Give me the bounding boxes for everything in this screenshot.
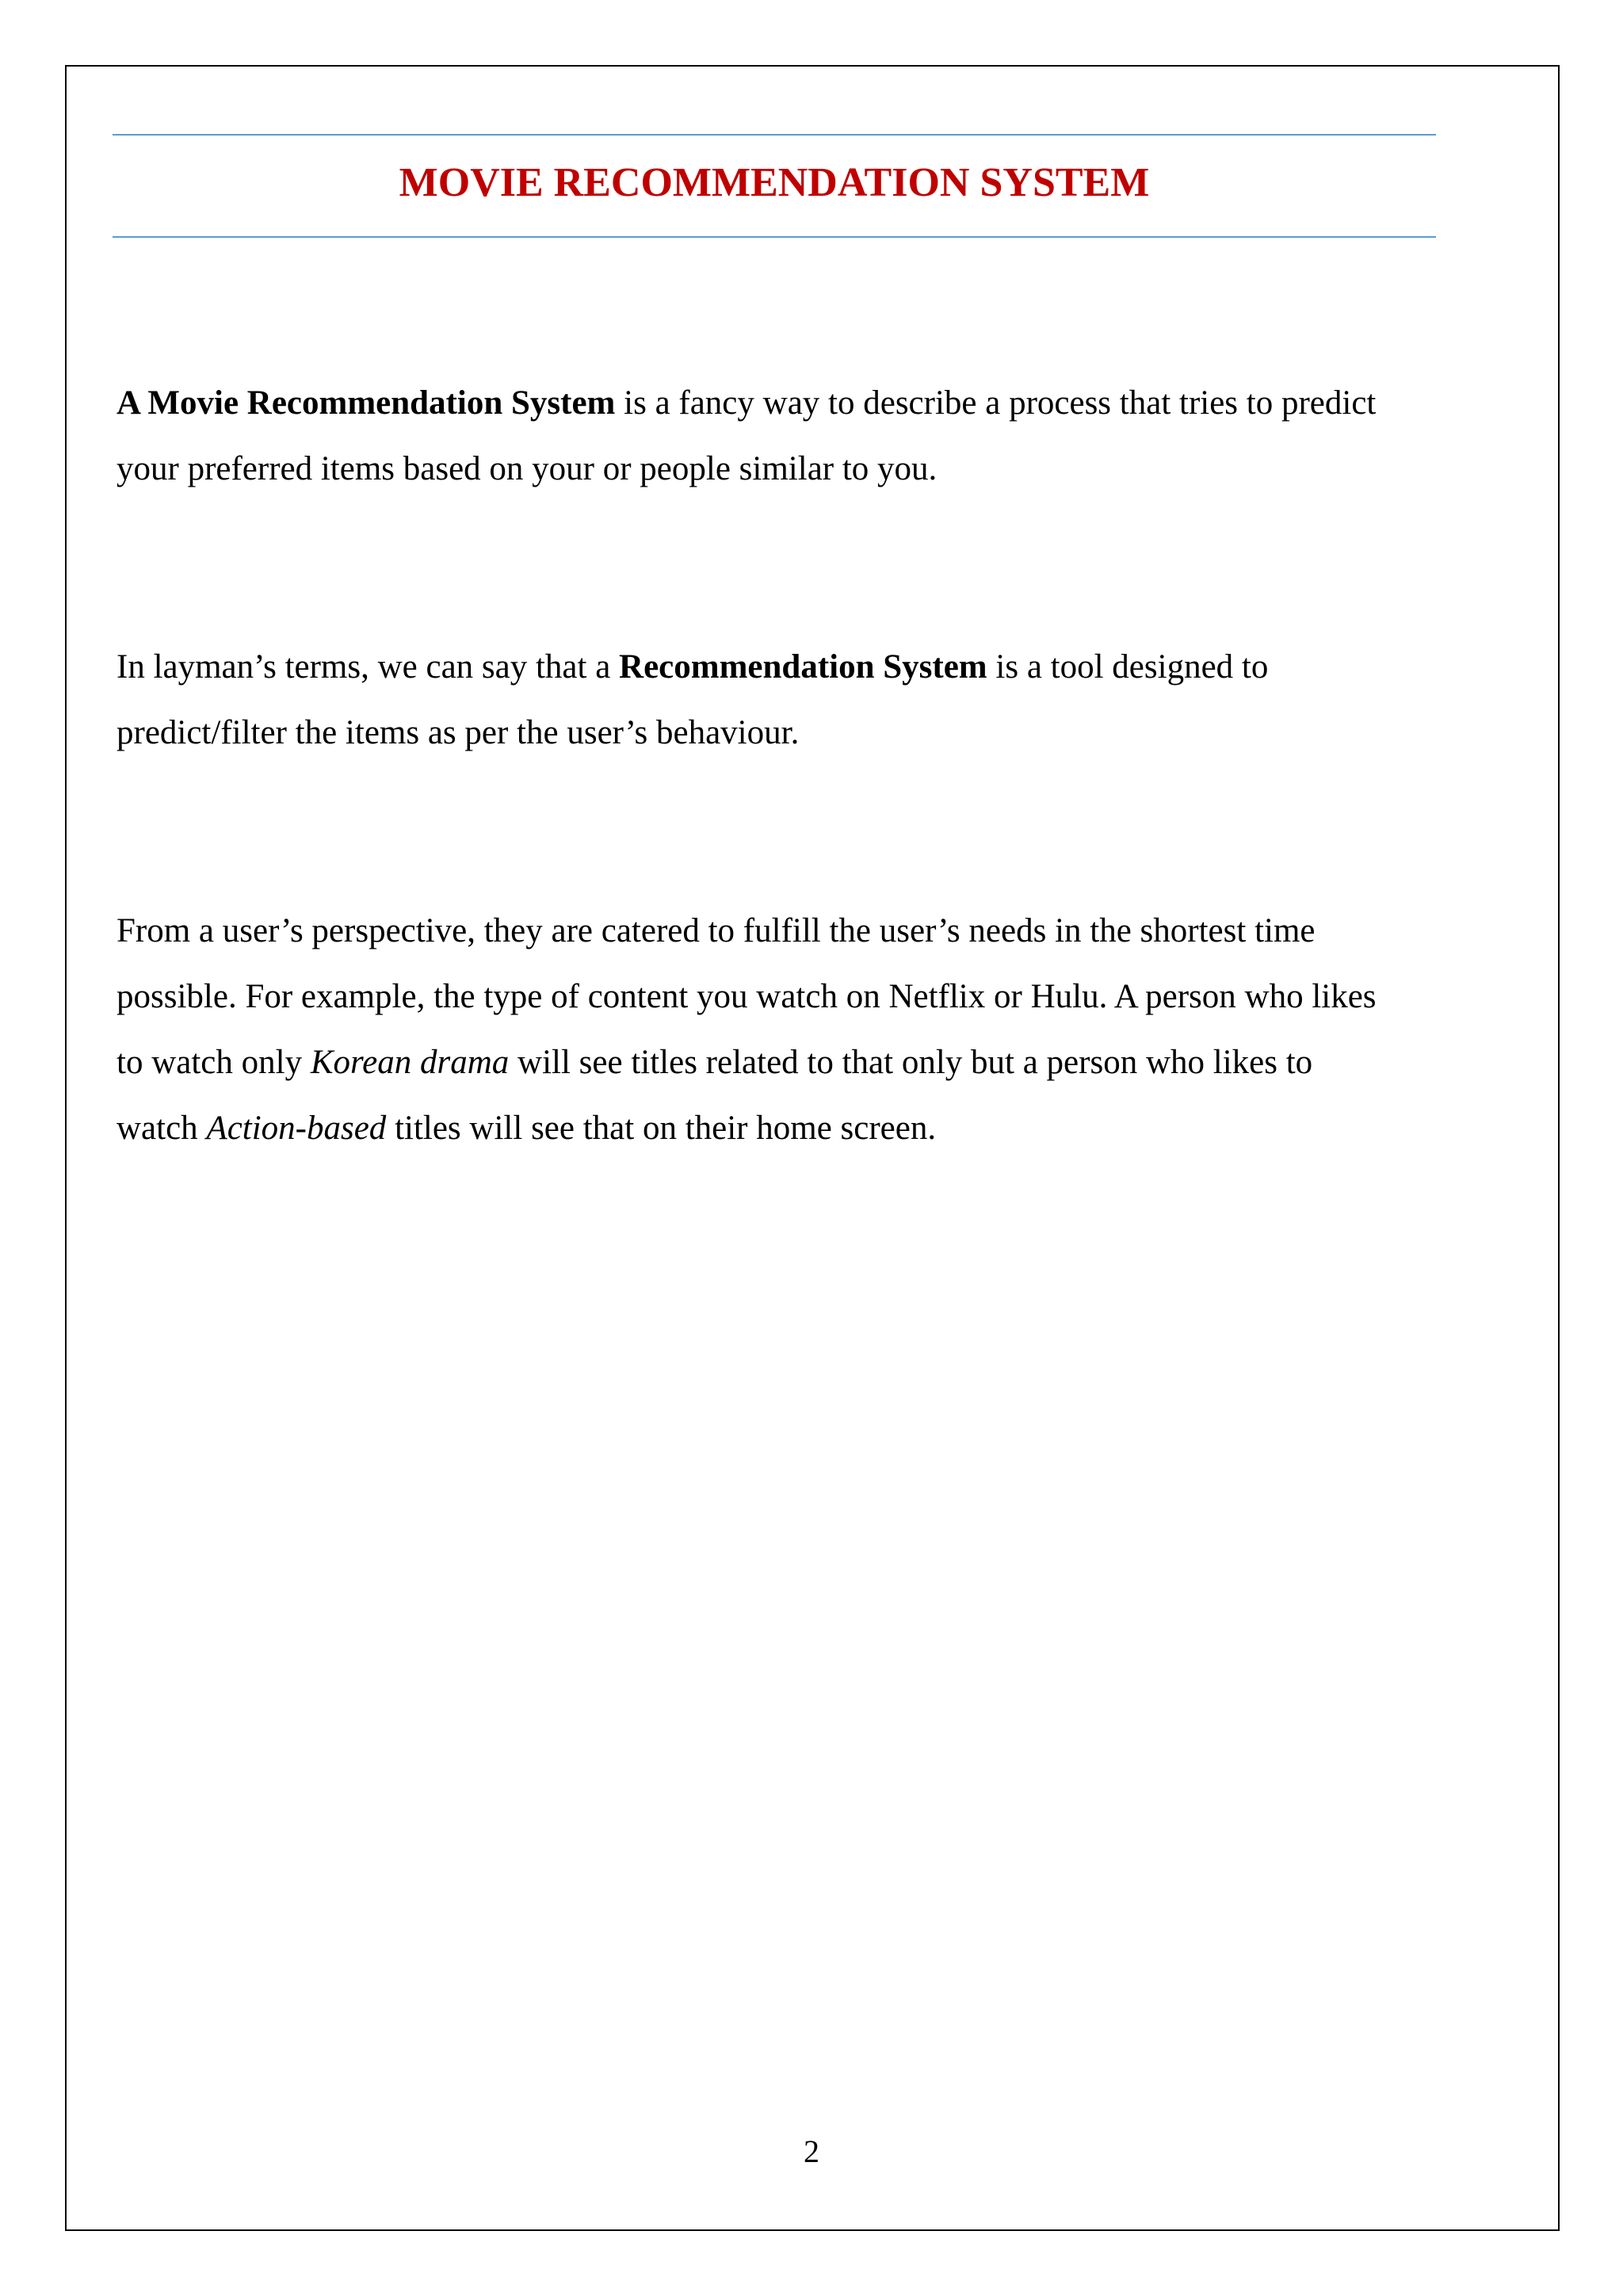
paragraph-line [116,1095,1543,1161]
text-run: is a fancy way to describe a process that tries to predict [615,384,1377,422]
italic-term: Korean drama [310,1044,510,1081]
page-title: MOVIE RECOMMENDATION SYSTEM [399,160,1150,205]
paragraph-line [116,1030,1543,1095]
page-number: 2 [804,2134,819,2169]
text-run: titles will see that on their home screen. [386,1110,937,1147]
bold-term: Recommendation System [619,648,987,686]
paragraph-user-perspective [116,898,1543,1161]
title-rule-bottom [113,236,1436,238]
paragraph-layman [116,634,1543,766]
title-rule-top [113,134,1436,136]
text-run: will see titles related to that only but a person who likes to [509,1044,1313,1081]
paragraph-line: your preferred items based on your or people similar to you. [116,450,938,487]
paragraph-line [116,370,1543,436]
italic-term: Action-based [206,1110,387,1147]
bold-term: A Movie Recommendation System [116,384,616,422]
text-run: In layman’s terms, we can say that a [116,648,620,686]
text-run: is a tool designed to [987,648,1269,686]
paragraph-line: possible. For example, the type of content you watch on Netflix or Hulu. A person who likes [116,978,1377,1015]
text-run: to watch only [116,1044,311,1081]
paragraph-definition [116,370,1543,502]
text-run: watch [116,1110,207,1147]
paragraph-line [116,634,1543,700]
paragraph-line: predict/filter the items as per the user’s behaviour. [116,714,800,751]
paragraph-line: From a user’s perspective, they are catered to fulfill the user’s needs in the shortest time [116,912,1316,949]
